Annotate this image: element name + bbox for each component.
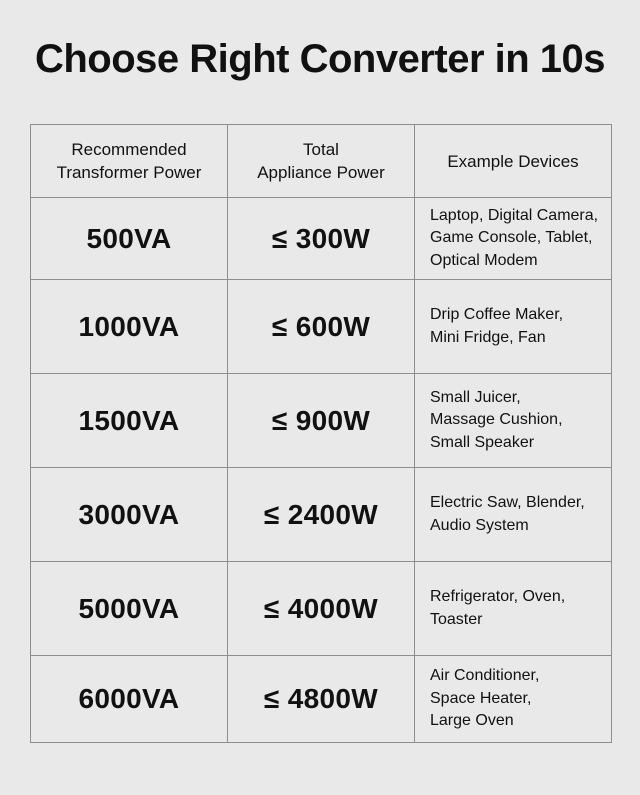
device-line: Drip Coffee Maker,	[430, 306, 564, 323]
example-devices-cell	[415, 198, 612, 280]
example-devices-cell	[415, 374, 612, 468]
device-line: Optical Modem	[430, 251, 538, 269]
table-row	[31, 468, 612, 562]
page-title: Choose Right Converter in 10s	[34, 37, 606, 81]
device-line: Audio System	[430, 516, 529, 534]
header-appliance-power	[228, 125, 415, 198]
header-line: Transformer Power	[56, 163, 202, 182]
device-line: Laptop, Digital Camera,	[430, 206, 599, 224]
header-line: Recommended	[71, 140, 187, 159]
transformer-power-cell: 1000VA	[31, 280, 228, 374]
appliance-power-cell: ≤ 300W	[228, 198, 415, 280]
table-header-row	[31, 125, 612, 198]
header-line: Appliance Power	[257, 163, 385, 182]
appliance-power-cell: ≤ 600W	[228, 280, 415, 374]
device-line: Small Juicer,	[430, 388, 521, 406]
header-example-devices	[415, 125, 612, 198]
example-devices-cell	[415, 562, 612, 656]
device-line: Massage Cushion,	[430, 411, 563, 429]
device-line: Electric Saw, Blender,	[430, 494, 585, 511]
device-line: Space Heater,	[430, 689, 532, 707]
device-line: Toaster	[430, 610, 483, 628]
table-row	[31, 374, 612, 468]
example-devices-cell	[415, 656, 612, 743]
device-line: Large Oven	[430, 712, 514, 730]
header-line: Example Devices	[447, 151, 579, 171]
device-line: Mini Fridge, Fan	[430, 328, 546, 346]
table-row	[31, 280, 612, 374]
device-line: Refrigerator, Oven,	[430, 588, 566, 605]
converter-table	[30, 124, 612, 743]
table-row	[31, 562, 612, 656]
device-line: Game Console, Tablet,	[430, 229, 593, 247]
header-line: Total	[303, 140, 339, 159]
example-devices-cell	[415, 280, 612, 374]
transformer-power-cell: 1500VA	[31, 374, 228, 468]
transformer-power-cell: 3000VA	[31, 468, 228, 562]
example-devices-cell	[415, 468, 612, 562]
table-row	[31, 656, 612, 743]
header-transformer-power	[31, 125, 228, 198]
transformer-power-cell: 6000VA	[31, 656, 228, 743]
device-line: Air Conditioner,	[430, 667, 540, 685]
transformer-power-cell: 500VA	[31, 198, 228, 280]
device-line: Small Speaker	[430, 433, 535, 451]
table-row	[31, 198, 612, 280]
appliance-power-cell: ≤ 2400W	[228, 468, 415, 562]
appliance-power-cell: ≤ 4800W	[228, 656, 415, 743]
appliance-power-cell: ≤ 900W	[228, 374, 415, 468]
transformer-power-cell: 5000VA	[31, 562, 228, 656]
appliance-power-cell: ≤ 4000W	[228, 562, 415, 656]
